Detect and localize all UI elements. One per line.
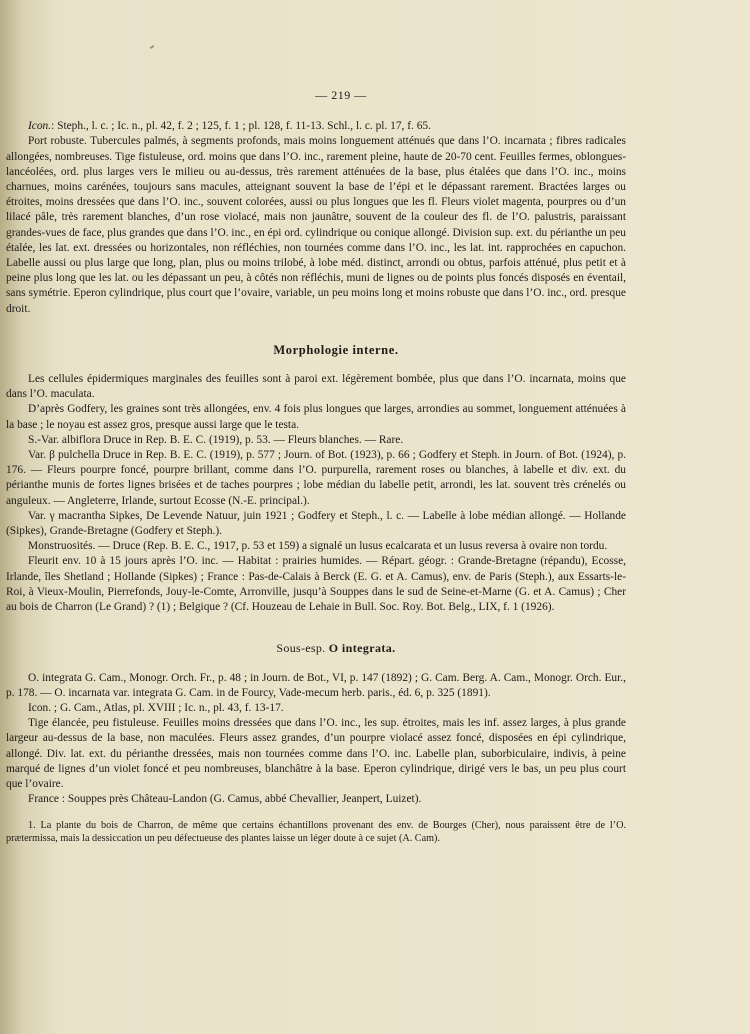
icon-label: Icon. [28, 120, 52, 133]
heading-prefix: Sous-esp. [276, 641, 326, 656]
variety-pulchella: Var. β pulchella Druce in Rep. B. E. C. (1919), p. 577 ; Journ. of Bot. (1923), p. 66 ; Godfery et Steph. in Journ. of Bot. (1924), p. 176. — Fleurs pourpre foncé, pourpre brillant, comme dans l’O. purpurella, rarement roses ou blanches, à labelle et div. ext. du périanthe munis de fortes lignes brisées et de taches pourpres ; lobe médian du labelle petit, arrondi, les lat. souvent très crénelés ou anguleux. — Angleterre, Irlande, surtout Ecosse (N.-E. principal.). [6, 449, 626, 507]
integrata-synonymy: O. integrata G. Cam., Monogr. Orch. Fr., p. 48 ; in Journ. de Bot., VI, p. 147 (1892) ; G. Cam. Berg. A. Cam., Monogr. Orch. Eur., p. 178. — O. incarnata var. integrata G. Cam. in de Fourcy, Vade-mecum herb. paris., éd. 6, p. 325 (1891). [6, 671, 626, 699]
paragraph-graines: D’après Godfery, les graines sont très allongées, env. 4 fois plus longues que larges, arrondies au sommet, longuement atténuées à la base ; le noyau est assez gros, presque aussi large que le testa. [6, 403, 626, 431]
integrata-description: Tige élancée, peu fistuleuse. Feuilles moins dressées que dans l’O. inc., les sup. étroites, mais les inf. assez larges, à plus grande largeur au-dessus de la base, non maculées. Fleurs assez grandes, d’un pourpre violacé assez foncé, disposées en épi cylindrique, allongé. Div. lat. ext. du périanthe dressées, mais non tournées comme dans l’O. inc. Labelle plan, suborbiculaire, indivis, à peine marqué de lignes d’un violet foncé et peu nombreuses, blanchâtre à la base. Eperon cylindrique, dirigé vers le bas, un peu plus court que l’ovaire. [6, 717, 626, 790]
variety-macrantha: Var. γ macrantha Sipkes, De Levende Natuur, juin 1921 ; Godfery et Steph., l. c. — Labelle à lobe médian allongé. — Hollande (Sipkes), Grande-Bretagne (Godfery et Steph.). [6, 509, 626, 538]
section-heading-integrata [46, 641, 626, 656]
footnote: 1. La plante du bois de Charron, de même que certains échantillons provenant des env. de Bourges (Cher), nous paraissent être de l’O. prætermissa, mais la dessiccation un peu défectueuse des plantes laisse un léger doute à ce sujet (A. Cam). [6, 820, 626, 845]
species-description: Port robuste. Tubercules palmés, à segments profonds, mais moins longuement atténués que dans l’O. incarnata ; fibres radicales allongées, nombreuses. Tige fistuleuse, ord. moins que dans l’O. inc., rarement pleine, haute de 20-70 cent. Feuilles fermes, oblongues-lancéolées, ord. plus larges vers le milieu ou au-dessus, très rarement atténuées de la base, plus étalées que dans l’O. inc., moins charnues, moins carénées, toujours sans macules, atteignant souvent la base de l’épi et le dépassant rarement. Bractées larges ou étroites, moins dressées que dans l’O. inc., souvent colorées, aussi ou plus longues que les fl. Fleurs violet magenta, pourpres ou d’un lilacé pâle, très rarement blanches, d’un rose violacé, mais non jaunâtre, souvent de la couleur des fl. de l’O. palustris, paraissant grandes-vues de face, plus grandes que dans l’O. inc., en épi ord. cylindrique ou conique allongé. Division sup. ext. du périanthe un peu étalée, les lat. ext. dressées ou horizontales, non réfléchies, non tournées comme dans l’O. inc., les lat. int. rapprochées en capuchon. Labelle aussi ou plus large que long, plan, plus ou moins trilobé, à lobe méd. distinct, arrondi ou obtus, parfois atténué, plus petit et à peine plus long que les lat. ou les dépassant un peu, à côtés non réfléchis, muni de lignes ou de points plus foncés disposés en éventail, sans symétrie. Eperon cylindrique, plus court que l’ovaire, variable, un peu moins long et moins robuste que dans l’O. inc., ord. presque droit. [6, 135, 626, 315]
paragraph-monstruosites: Monstruosités. — Druce (Rep. B. E. C., 1917, p. 53 et 159) a signalé un lusus ecalcarata et un lusus reversa à ovaire non tordu. [28, 540, 608, 553]
paragraph-cellules: Les cellules épidermiques marginales des feuilles sont à paroi ext. légèrement bombée, plus que dans l’O. incarnata, moins que dans l’O. maculata. [6, 373, 626, 401]
icon-references [6, 119, 626, 134]
integrata-icon: Icon. ; G. Cam., Atlas, pl. XVIII ; Ic. n., pl. 43, f. 13-17. [28, 701, 284, 714]
ink-mark [150, 45, 154, 49]
integrata-france: France : Souppes près Château-Landon (G. Camus, abbé Chevallier, Jeanpert, Luizet). [28, 793, 422, 806]
page-number: — 219 — [315, 88, 367, 102]
section-heading-morphologie: Morphologie interne. [273, 342, 399, 357]
paragraph-floraison: Fleurit env. 10 à 15 jours après l’O. inc. — Habitat : prairies humides. — Répart. géogr. : Grande-Bretagne (répandu), Ecosse, Irlande, îles Shetland ; Hollande (Sipkes) ; France : Pas-de-Calais à Berck (E. G. et A. Camus), env. de Paris (Steph.), aux Essarts-le-Roi, à Vieux-Moulin, Pierrefonds, Jouy-le-Comte, Arronville, jusqu’à Souppes dans le sud de Seine-et-Marne (G. et A. Camus) ; Cher au bois de Charron (Le Grand) ? (1) ; Belgique ? (Cf. Houzeau de Lehaie in Bull. Soc. Roy. Bot. Belg., LIX, f. 1 (1926). [6, 555, 626, 614]
heading-main: O integrata. [328, 641, 396, 656]
icon-references-text: : Steph., l. c. ; Ic. n., pl. 42, f. 2 ; 125, f. 1 ; pl. 128, f. 11-13. Schl., l. c. pl. 17, f. 65. [51, 120, 431, 133]
variety-albiflora: S.-Var. albiflora Druce in Rep. B. E. C. (1919), p. 53. — Fleurs blanches. — Rare. [28, 433, 404, 446]
